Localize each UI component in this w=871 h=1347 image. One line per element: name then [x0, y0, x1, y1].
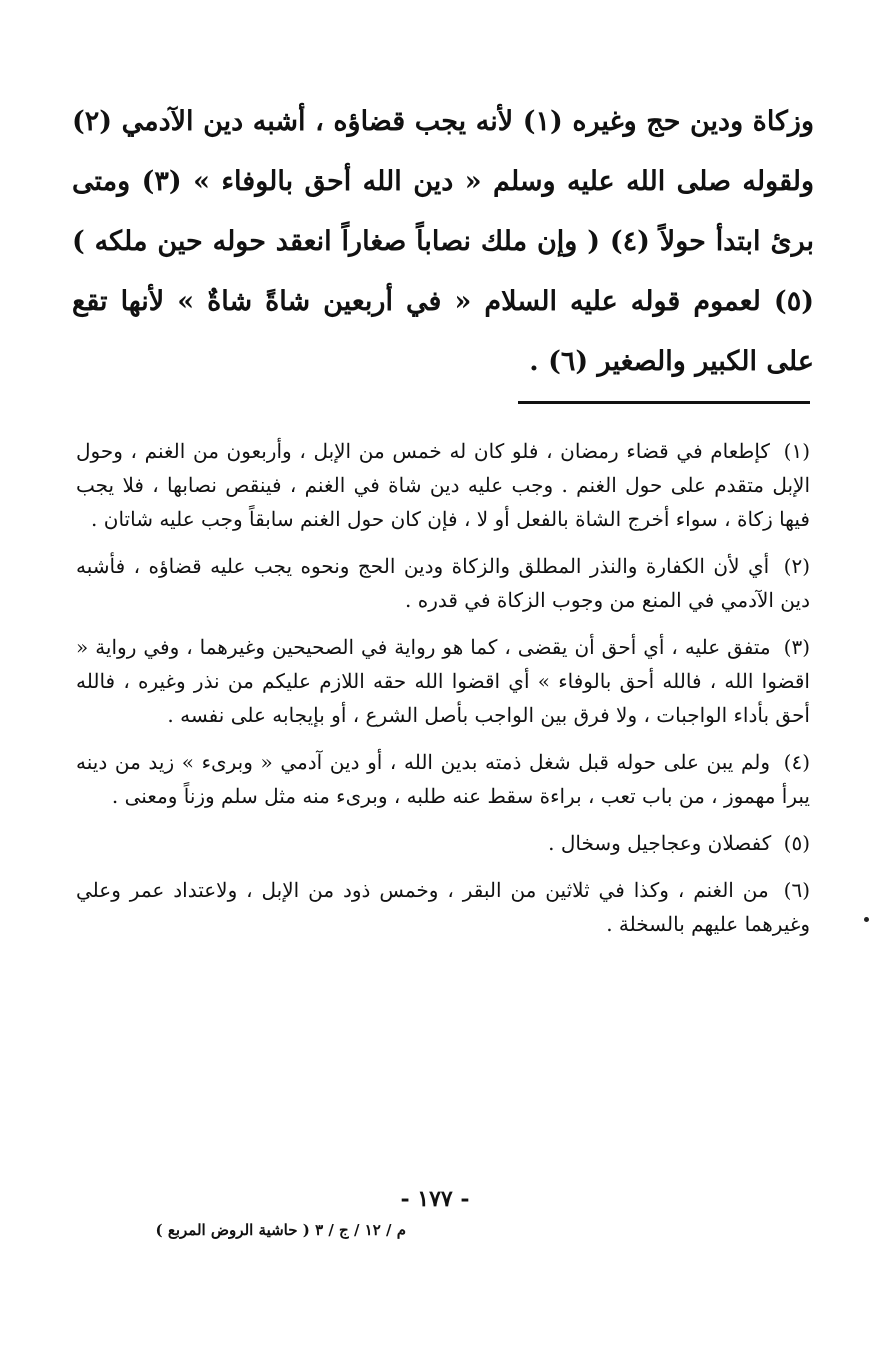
footnotes	[76, 434, 810, 954]
footnote-3	[76, 630, 810, 732]
footnote-number: (٢)	[783, 554, 811, 578]
printer-signature: م / ١٢ / ج / ٣ ( حاشية الروض المربع )	[155, 1221, 406, 1239]
footnote-5	[76, 826, 810, 860]
footnote-text: كفصلان وعجاجيل وسخال .	[548, 831, 772, 855]
footnote-text: متفق عليه ، أي أحق أن يقضى ، كما هو رواية في الصحيحين وغيرهما ، وفي رواية « اقضوا الله ، فالله أحق بالوفاء » أي اقضوا الله حقه اللازم عليكم من نذر وغيره ، فالله أحق بأداء الواجبات ، ولا فرق بين الواجب بأصل الشرع ، أو بإيجابه على نفسه .	[76, 635, 810, 727]
footnote-text: كإطعام في قضاء رمضان ، فلو كان له خمس من الإبل ، وأربعون من الغنم ، وحول الإبل متقدم على حول الغنم . وجب عليه دين شاة في الغنم ، فينقص نصابها ، فلا يجب فيها زكاة ، سواء أخرج الشاة بالفعل أو لا ، فإن كان حول الغنم سابقاً وجب عليه شاتان .	[76, 439, 810, 531]
footnote-1	[76, 434, 810, 536]
footnote-number: (٥)	[783, 831, 810, 855]
footnote-number: (٣)	[783, 635, 810, 659]
main-paragraph: وزكاة ودين حج وغيره (١) لأنه يجب قضاؤه ، أشبه دين الآدمي (٢) ولقوله صلى الله عليه وسلم « دين الله أحق بالوفاء » (٣) ومتى برئ ابتدأ حولاً (٤) ( وإن ملك نصاباً صغاراً انعقد حوله حين ملكه ) (٥) لعموم قوله عليه السلام « في أربعين شاةً شاةٌ » لأنها تقع على الكبير والصغير (٦) .	[72, 106, 814, 377]
footnote-separator	[518, 401, 810, 404]
footnote-number: (١)	[783, 439, 811, 463]
footnote-number: (٦)	[783, 878, 811, 902]
footnote-text: أي لأن الكفارة والنذر المطلق والزكاة ودين الحج ونحوه يجب عليه قضاؤه ، فأشبه دين الآدمي في المنع من وجوب الزكاة في قدره .	[76, 554, 810, 612]
footnote-number: (٤)	[783, 750, 810, 774]
footnote-2	[76, 549, 810, 617]
page-number: - ١٧٧ -	[400, 1186, 470, 1212]
footnote-6	[76, 873, 810, 941]
footnote-text: ولم يبن على حوله قبل شغل ذمته بدين الله ، أو دين آدمي « وبرىء » زيد من دينه يبرأ مهموز ، من باب تعب ، براءة سقط عنه طلبه ، وبرىء منه مثل سلم وزناً ومعنى .	[76, 750, 810, 808]
footnote-text: من الغنم ، وكذا في ثلاثين من البقر ، وخمس ذود من الإبل ، ولاعتداد عمر وعلي وغيرهما عليهم بالسخلة .	[76, 878, 810, 936]
main-text	[72, 92, 814, 392]
footnote-4	[76, 745, 810, 813]
margin-mark	[864, 917, 869, 922]
